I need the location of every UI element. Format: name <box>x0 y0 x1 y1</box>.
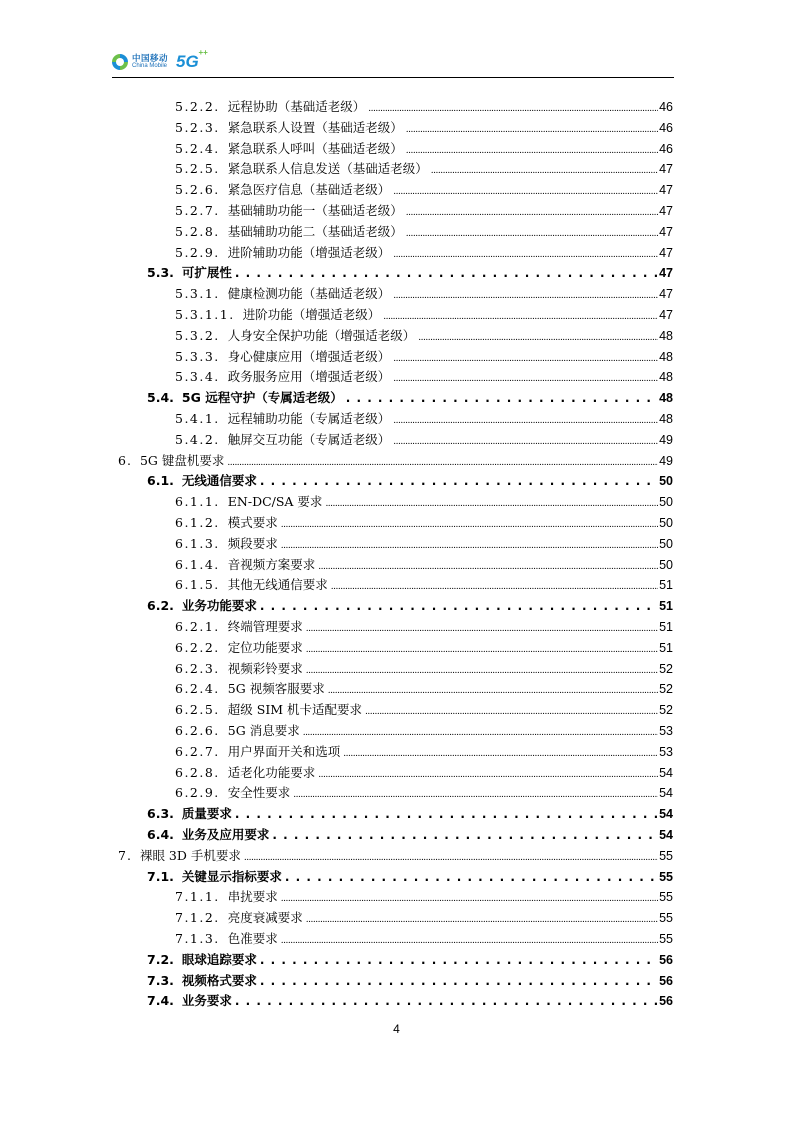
toc-entry-title: 健康检测功能（基础适老级） <box>227 286 391 302</box>
toc-dot-leader <box>393 245 658 260</box>
toc-dot-leader <box>227 453 658 468</box>
toc-entry-number: 6.1. <box>147 473 174 489</box>
toc-dot-leader <box>383 307 658 322</box>
toc-entry-page: 51 <box>659 599 673 614</box>
toc-entry-number: 6.3. <box>147 806 174 822</box>
toc-entry-title: 音视频方案要求 <box>227 556 316 572</box>
toc-entry-title: 定位功能要求 <box>227 639 303 655</box>
toc-entry-page: 48 <box>659 349 673 364</box>
toc-entry[interactable] <box>175 929 673 949</box>
toc-entry-number: 5.3. <box>147 265 174 281</box>
toc-entry-number: 5.2.9. <box>175 244 220 260</box>
toc-entry-title: 模式要求 <box>227 515 278 530</box>
toc-entry-title: 远程辅助功能（专属适老级） <box>227 411 391 426</box>
toc-entry-page: 47 <box>659 204 673 218</box>
toc-entry-page: 47 <box>659 266 673 281</box>
toc-entry-title: 紧急医疗信息（基础适老级） <box>227 182 391 198</box>
page-number: 4 <box>393 1022 400 1036</box>
toc-dot-leader <box>393 182 658 197</box>
toc-entry-title: 触屏交互功能（专属适老级） <box>227 431 391 447</box>
toc-entry-page: 47 <box>659 224 673 239</box>
toc-entry[interactable] <box>147 596 673 616</box>
toc-entry-page: 46 <box>659 120 673 135</box>
toc-entry-title: 业务及应用要求 <box>181 827 270 842</box>
toc-entry-number: 6.1.5. <box>175 577 220 593</box>
toc-dot-leader <box>285 869 658 884</box>
toc-entry-title: 裸眼 3D 手机要求 <box>139 847 241 863</box>
toc-dot-leader <box>260 952 658 967</box>
toc-entry-title: 紧急联系人信息发送（基础适老级） <box>227 161 428 177</box>
toc-entry-page: 54 <box>659 807 673 822</box>
toc-entry[interactable] <box>147 991 673 1011</box>
toc-entry-page: 54 <box>659 786 673 801</box>
toc-entry[interactable] <box>175 430 673 450</box>
toc-entry[interactable] <box>175 659 673 679</box>
toc-entry-title: 质量要求 <box>181 806 232 822</box>
toc-entry-page: 52 <box>659 682 673 697</box>
toc-entry[interactable] <box>147 971 673 991</box>
toc-entry-number: 6.2.6. <box>175 723 220 738</box>
toc-dot-leader <box>260 973 658 988</box>
toc-entry-page: 55 <box>659 848 673 863</box>
toc-entry-title: 视频格式要求 <box>181 972 257 988</box>
toc-entry-title: 远程协助（基础适老级） <box>227 99 366 114</box>
toc-entry-page: 51 <box>659 620 673 634</box>
toc-entry-page: 48 <box>659 412 673 426</box>
toc-entry-page: 47 <box>659 308 673 322</box>
toc-entry[interactable] <box>175 367 673 387</box>
toc-entry[interactable] <box>175 97 673 117</box>
toc-entry[interactable] <box>175 201 673 221</box>
5g-logo-text: 5G <box>176 52 199 71</box>
toc-entry-title: 政务服务应用（增强适老级） <box>227 369 391 385</box>
toc-entry-number: 7.3. <box>147 972 174 988</box>
toc-entry-title: 身心健康应用（增强适老级） <box>227 348 391 364</box>
5g-plus-mark: ++ <box>198 48 208 57</box>
toc-entry[interactable] <box>175 617 673 637</box>
toc-dot-leader <box>244 848 658 863</box>
toc-entry-number: 5.3.4. <box>175 369 220 385</box>
toc-dot-leader <box>260 598 658 613</box>
toc-entry-number: 5.2.8. <box>175 223 220 239</box>
toc-entry-page: 55 <box>659 911 673 926</box>
toc-dot-leader <box>418 328 658 343</box>
toc-entry[interactable] <box>175 763 673 783</box>
toc-entry[interactable] <box>118 846 673 866</box>
toc-entry-number: 7.4. <box>147 993 174 1009</box>
toc-dot-leader <box>406 203 658 218</box>
toc-entry[interactable] <box>175 222 673 242</box>
toc-entry-number: 5.3.3. <box>175 348 220 364</box>
toc-entry-title: 5G 消息要求 <box>227 723 300 738</box>
toc-entry-title: 紧急联系人呼叫（基础适老级） <box>227 140 403 156</box>
toc-entry-number: 6.2. <box>147 598 174 614</box>
toc-entry-page: 53 <box>659 744 673 759</box>
toc-entry[interactable] <box>175 305 673 325</box>
toc-entry-title: 人身安全保护功能（增强适老级） <box>227 327 416 343</box>
toc-entry-title: 紧急联系人设置（基础适老级） <box>227 119 403 135</box>
toc-dot-leader <box>306 619 658 634</box>
toc-entry-page: 55 <box>659 890 673 905</box>
toc-dot-leader <box>365 702 658 717</box>
toc-entry-page: 48 <box>659 328 673 343</box>
toc-dot-leader <box>406 224 658 239</box>
toc-entry-title: 进阶功能（增强适老级） <box>242 307 381 322</box>
toc-dot-leader <box>318 557 658 572</box>
toc-entry[interactable] <box>175 492 673 512</box>
toc-entry[interactable] <box>147 263 673 283</box>
toc-entry-page: 52 <box>659 703 673 718</box>
toc-entry-number: 5.3.1.1. <box>175 307 235 322</box>
toc-entry-number: 7.1.3. <box>175 931 220 946</box>
toc-dot-leader <box>303 723 658 738</box>
toc-entry[interactable] <box>147 804 673 824</box>
header-divider <box>112 77 674 78</box>
toc-entry-title: 其他无线通信要求 <box>227 577 328 593</box>
toc-entry-title: 基础辅助功能二（基础适老级） <box>227 223 403 239</box>
toc-entry-number: 5.2.3. <box>175 119 220 135</box>
toc-dot-leader <box>281 931 658 946</box>
logo-text <box>132 55 168 70</box>
toc-dot-leader <box>293 785 658 800</box>
toc-entry[interactable] <box>175 679 673 699</box>
toc-entry[interactable] <box>175 575 673 595</box>
toc-entry[interactable] <box>147 388 673 408</box>
toc-entry-number: 6.2.4. <box>175 681 220 697</box>
toc-entry-number: 6. <box>118 452 132 468</box>
toc-entry-number: 6.2.7. <box>175 743 220 759</box>
toc-dot-leader <box>306 661 658 676</box>
toc-dot-leader <box>393 369 658 384</box>
toc-entry-title: 频段要求 <box>227 535 278 551</box>
toc-entry[interactable] <box>175 347 673 367</box>
toc-dot-leader <box>281 536 658 551</box>
toc-entry-page: 47 <box>659 287 673 302</box>
toc-entry[interactable] <box>118 451 673 471</box>
logo-english-name: China Mobile <box>132 63 168 70</box>
toc-entry-page: 55 <box>659 932 673 946</box>
toc-dot-leader <box>306 910 658 925</box>
toc-entry[interactable] <box>175 887 673 907</box>
toc-entry-page: 47 <box>659 162 673 177</box>
toc-entry-page: 56 <box>659 952 673 967</box>
toc-entry[interactable] <box>175 513 673 533</box>
toc-dot-leader <box>331 577 658 592</box>
toc-entry-page: 56 <box>659 973 673 988</box>
toc-entry-number: 6.2.9. <box>175 785 220 801</box>
toc-entry-page: 48 <box>659 391 673 406</box>
toc-entry-title: 业务要求 <box>181 993 232 1009</box>
toc-entry-number: 5.2.4. <box>175 140 220 156</box>
toc-entry-title: 超级 SIM 机卡适配要求 <box>227 702 363 718</box>
toc-entry[interactable] <box>175 783 673 803</box>
toc-entry-page: 55 <box>659 869 673 884</box>
toc-entry-page: 54 <box>659 828 673 842</box>
toc-entry-page: 49 <box>659 432 673 447</box>
toc-entry[interactable] <box>175 908 673 928</box>
toc-entry-page: 48 <box>659 370 673 385</box>
toc-entry[interactable] <box>175 534 673 554</box>
toc-entry-page: 50 <box>659 474 673 489</box>
toc-dot-leader <box>306 640 658 655</box>
toc-entry-number: 6.2.2. <box>175 639 220 655</box>
toc-entry-page: 52 <box>659 661 673 676</box>
toc-entry-number: 5.3.1. <box>175 286 220 302</box>
toc-entry-number: 6.1.1. <box>175 494 220 510</box>
toc-entry-number: 7.1.2. <box>175 910 220 926</box>
toc-dot-leader <box>393 286 658 301</box>
toc-entry-number: 5.4.1. <box>175 411 220 426</box>
toc-entry-title: 终端管理要求 <box>227 619 303 634</box>
toc-entry[interactable] <box>175 409 673 429</box>
toc-entry-title: 可扩展性 <box>181 265 232 281</box>
toc-entry[interactable] <box>175 243 673 263</box>
toc-entry[interactable] <box>175 118 673 138</box>
toc-dot-leader <box>346 390 658 405</box>
toc-entry-number: 5.2.2. <box>175 99 220 114</box>
toc-entry-title: 无线通信要求 <box>181 473 257 489</box>
5g-logo-icon <box>176 48 208 72</box>
china-mobile-logo <box>112 48 208 72</box>
toc-entry-title: 色准要求 <box>227 931 278 946</box>
toc-entry-number: 6.4. <box>147 827 174 842</box>
toc-entry-page: 50 <box>659 557 673 572</box>
toc-entry[interactable] <box>175 326 673 346</box>
toc-dot-leader <box>343 744 658 759</box>
page-header <box>112 48 674 78</box>
toc-entry-title: 5G 视频客服要求 <box>227 681 325 697</box>
toc-entry-number: 6.1.2. <box>175 515 220 530</box>
toc-entry-page: 46 <box>659 100 673 114</box>
toc-dot-leader <box>281 515 658 530</box>
toc-dot-leader <box>328 681 658 696</box>
toc-dot-leader <box>406 120 658 135</box>
toc-entry-number: 6.2.3. <box>175 660 220 676</box>
toc-dot-leader <box>325 494 658 509</box>
toc-entry-page: 53 <box>659 724 673 738</box>
toc-entry-page: 51 <box>659 640 673 655</box>
toc-dot-leader <box>406 141 658 156</box>
china-mobile-logo-icon <box>112 54 128 70</box>
toc-entry-title: 用户界面开关和选项 <box>227 743 341 759</box>
toc-entry[interactable] <box>175 742 673 762</box>
toc-entry-title: 业务功能要求 <box>181 598 257 614</box>
toc-entry-title: 5G 键盘机要求 <box>139 452 225 468</box>
toc-entry-number: 6.2.5. <box>175 702 220 718</box>
toc-entry-number: 5.2.5. <box>175 161 220 177</box>
toc-entry-page: 49 <box>659 453 673 468</box>
toc-entry-page: 46 <box>659 141 673 156</box>
toc-dot-leader <box>235 265 658 280</box>
toc-entry-title: 关键显示指标要求 <box>181 868 282 884</box>
toc-entry-title: 视频彩铃要求 <box>227 660 303 676</box>
toc-entry-number: 5.2.6. <box>175 182 220 198</box>
toc-entry-page: 50 <box>659 516 673 530</box>
toc-entry-number: 6.2.1. <box>175 619 220 634</box>
toc-dot-leader <box>281 889 658 904</box>
toc-dot-leader <box>393 432 658 447</box>
toc-entry[interactable] <box>175 159 673 179</box>
toc-entry[interactable] <box>175 700 673 720</box>
toc-entry-title: 基础辅助功能一（基础适老级） <box>227 203 403 218</box>
toc-entry-number: 6.2.8. <box>175 764 220 780</box>
logo-chinese-name: 中国移动 <box>132 53 169 64</box>
toc-dot-leader <box>235 993 658 1008</box>
toc-entry-number: 5.3.2. <box>175 327 220 343</box>
toc-entry-page: 54 <box>659 765 673 780</box>
toc-entry-title: 串扰要求 <box>227 889 278 905</box>
toc-entry[interactable] <box>175 284 673 304</box>
toc-entry-number: 5.4.2. <box>175 431 220 447</box>
toc-entry-title: 5G 远程守护（专属适老级） <box>181 390 343 406</box>
toc-dot-leader <box>260 473 658 488</box>
toc-dot-leader <box>235 806 658 821</box>
toc-entry-page: 47 <box>659 245 673 260</box>
toc-dot-leader <box>393 411 658 426</box>
toc-dot-leader <box>393 349 658 364</box>
toc-entry[interactable] <box>147 867 673 887</box>
toc-dot-leader <box>431 161 658 176</box>
toc-entry[interactable] <box>175 638 673 658</box>
toc-entry-page: 47 <box>659 183 673 198</box>
toc-entry-page: 50 <box>659 536 673 551</box>
toc-entry[interactable] <box>147 471 673 491</box>
toc-dot-leader <box>272 827 658 842</box>
toc-entry[interactable] <box>175 139 673 159</box>
toc-entry-number: 7. <box>118 847 132 863</box>
toc-entry-number: 5.2.7. <box>175 203 220 218</box>
toc-entry[interactable] <box>147 825 673 845</box>
toc-entry-title: 进阶辅助功能（增强适老级） <box>227 244 391 260</box>
toc-entry-title: 眼球追踪要求 <box>181 951 257 967</box>
toc-dot-leader <box>318 765 658 780</box>
toc-entry-title: 适老化功能要求 <box>227 764 316 780</box>
toc-entry-title: EN-DC/SA 要求 <box>227 494 323 510</box>
toc-entry[interactable] <box>147 950 673 970</box>
toc-entry[interactable] <box>175 555 673 575</box>
toc-entry-number: 6.1.3. <box>175 535 220 551</box>
toc-entry-title: 亮度衰减要求 <box>227 910 303 926</box>
toc-entry-page: 56 <box>659 994 673 1009</box>
toc-entry-number: 7.1.1. <box>175 889 220 905</box>
toc-entry-page: 50 <box>659 495 673 510</box>
toc-entry[interactable] <box>175 180 673 200</box>
toc-entry-number: 6.1.4. <box>175 556 220 572</box>
toc-entry[interactable] <box>175 721 673 741</box>
toc-entry-page: 51 <box>659 578 673 593</box>
toc-dot-leader <box>368 99 658 114</box>
toc-entry-title: 安全性要求 <box>227 785 291 801</box>
toc-entry-number: 7.2. <box>147 951 174 967</box>
toc-entry-number: 7.1. <box>147 868 174 884</box>
toc-entry-number: 5.4. <box>147 390 174 406</box>
